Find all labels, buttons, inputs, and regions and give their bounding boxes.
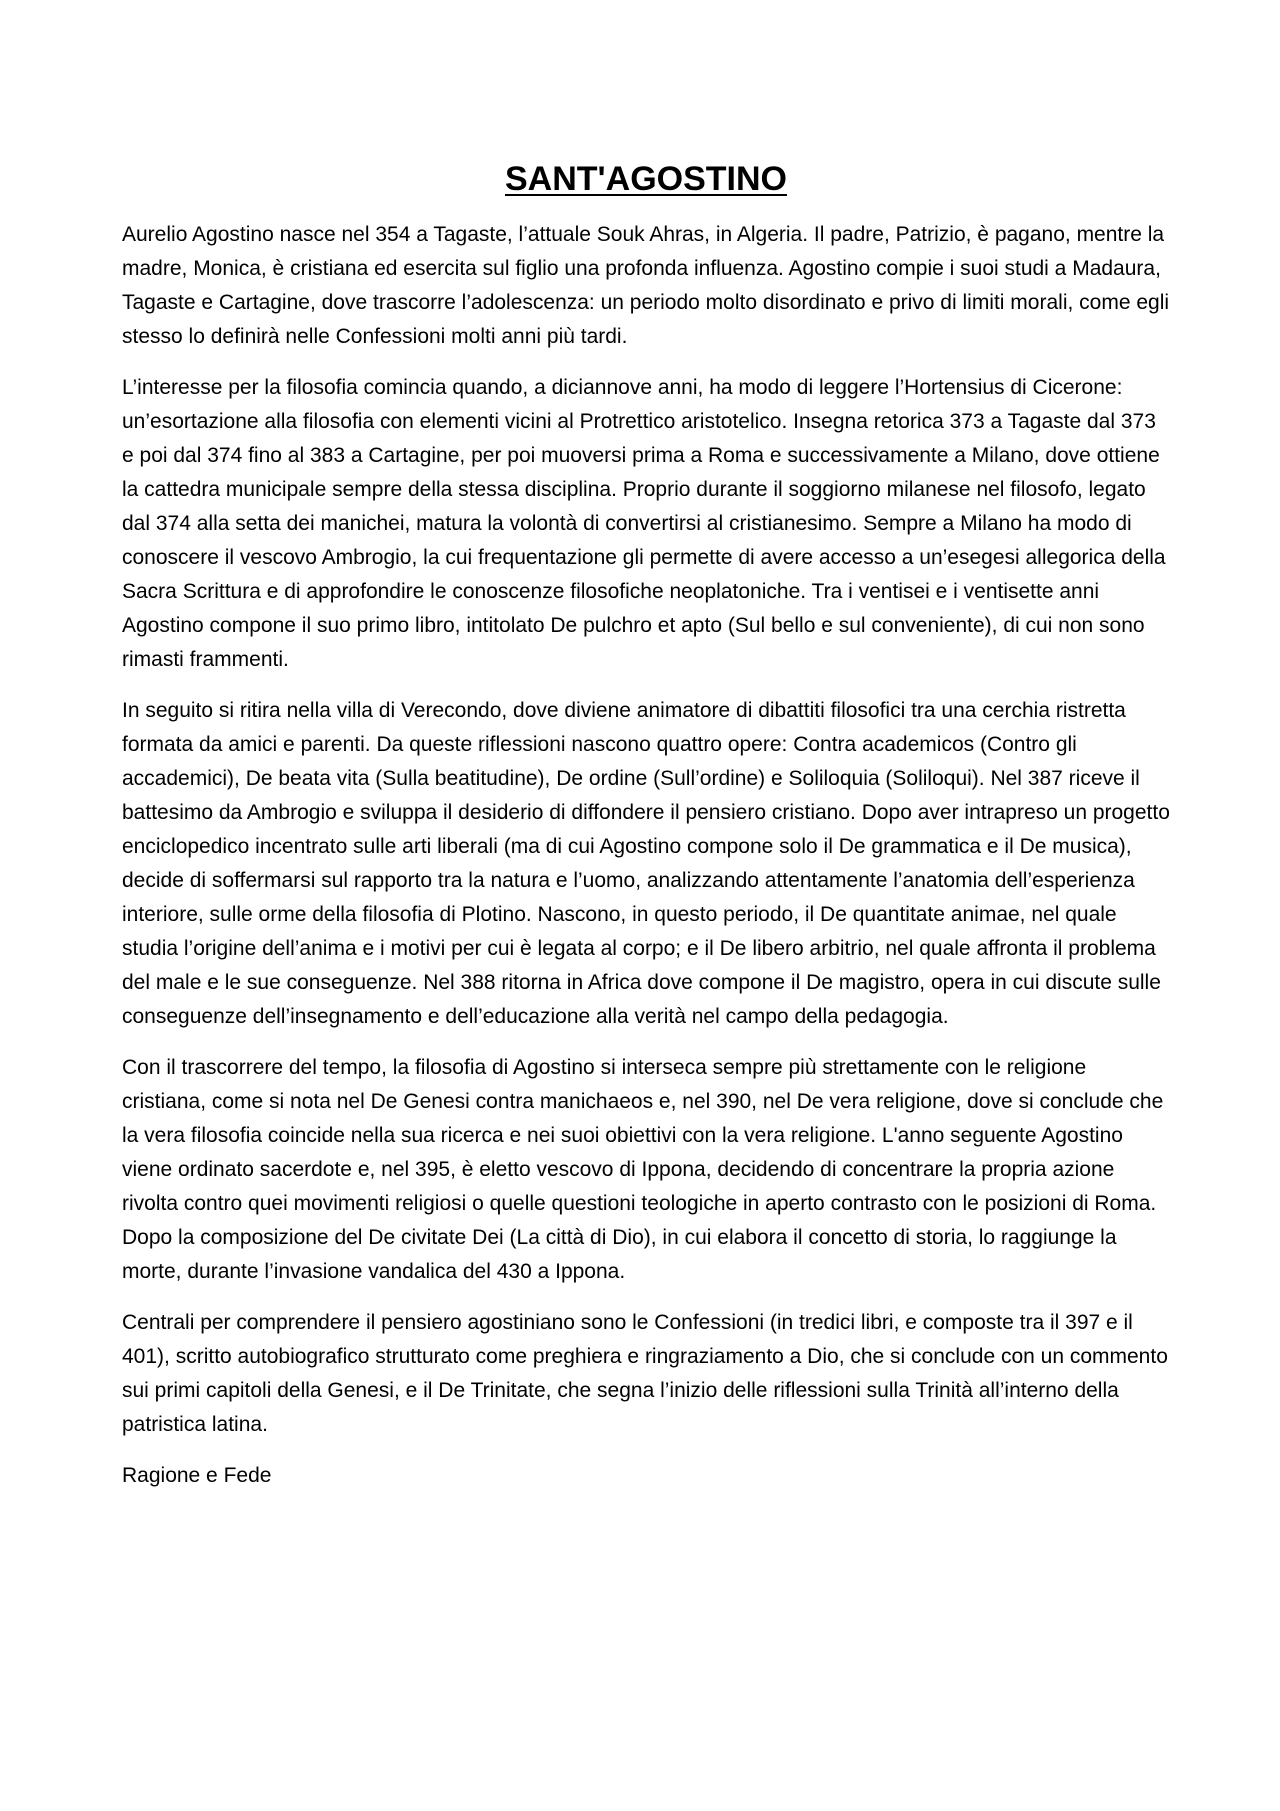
paragraph-religion: Con il trascorrere del tempo, la filosofia di Agostino si interseca sempre più strettamente con le religione cristiana, come si nota nel De Genesi contra manichaeos e, nel 390, nel De vera religione, dove si conclude che la vera filosofia coincide nella sua ricerca e nei suoi obiettivi con la vera religione. L'anno seguente Agostino viene ordinato sacerdote e, nel 395, è eletto vescovo di Ippona, decidendo di concentrare la propria azione rivolta contro quei movimenti religiosi o quelle questioni teologiche in aperto contrasto con le posizioni di Roma. Dopo la composizione del De civitate Dei (La città di Dio), in cui elabora il concetto di storia, lo raggiunge la morte, durante l’invasione vandalica del 430 a Ippona. [122,1056,1164,1283]
paragraph-verecondo-works: In seguito si ritira nella villa di Verecondo, dove diviene animatore di dibattiti filosofici tra una cerchia ristretta formata da amici e parenti. Da queste riflessioni nascono quattro opere: Contra academicos (Contro gli accademici), De beata vita (Sulla beatitudine), De ordine (Sull’ordine) e Soliloquia (Soliloqui). Nel 387 riceve il battesimo da Ambrogio e sviluppa il desiderio di diffondere il pensiero cristiano. Dopo aver intrapreso un progetto enciclopedico incentrato sulle arti liberali (ma di cui Agostino compone solo il De grammatica e il De musica), decide di soffermarsi sul rapporto tra la natura e l’uomo, analizzando attentamente l’anatomia dell’esperienza interiore, sulle orme della filosofia di Plotino. Nascono, in questo periodo, il De quantitate animae, nel quale studia l’origine dell’anima e i motivi per cui è legata al corpo; e il De libero arbitrio, nel quale affronta il problema del male e le sue conseguenze. Nel 388 ritorna in Africa dove compone il De magistro, opera in cui discute sulle conseguenze dell’insegnamento e dell’educazione alla verità nel campo della pedagogia. [122,699,1170,1028]
paragraph-biography: Aurelio Agostino nasce nel 354 a Tagaste, l’attuale Souk Ahras, in Algeria. Il padre, Patrizio, è pagano, mentre la madre, Monica, è cristiana ed esercita sul figlio una profonda influenza. Agostino compie i suoi studi a Madaura, Tagaste e Cartagine, dove trascorre l’adolescenza: un periodo molto disordinato e privo di limiti morali, come egli stesso lo definirà nelle Confessioni molti anni più tardi. [122,223,1170,348]
paragraph-philosophy-interest: L’interesse per la filosofia comincia quando, a diciannove anni, ha modo di leggere l’Hortensius di Cicerone: un’esortazione alla filosofia con elementi vicini al Protrettico aristotelico. Insegna retorica 373 a Tagaste dal 373 e poi dal 374 fino al 383 a Cartagine, per poi muoversi prima a Roma e successivamente a Milano, dove ottiene la cattedra municipale sempre della stessa disciplina. Proprio durante il soggiorno milanese nel filosofo, legato dal 374 alla setta dei manichei, matura la volontà di convertirsi al cristianesimo. Sempre a Milano ha modo di conoscere il vescovo Ambrogio, la cui frequentazione gli permette di avere accesso a un’esegesi allegorica della Sacra Scrittura e di approfondire le conoscenze filosofiche neoplatoniche. Tra i ventisei e i ventisette anni Agostino compone il suo primo libro, intitolato De pulchro et apto (Sul bello e sul conveniente), di cui non sono rimasti frammenti. [122,376,1166,671]
document-body [122,158,1170,1493]
document-title: SANT'AGOSTINO [505,160,787,198]
section-heading-ragione-e-fede: Ragione e Fede [122,1464,272,1487]
paragraph-confessions: Centrali per comprendere il pensiero agostiniano sono le Confessioni (in tredici libri, e composte tra il 397 e il 401), scritto autobiografico strutturato come preghiera e ringraziamento a Dio, che si conclude con un commento sui primi capitoli della Genesi, e il De Trinitate, che segna l’inizio delle riflessioni sulla Trinità all’interno della patristica latina. [122,1311,1168,1436]
